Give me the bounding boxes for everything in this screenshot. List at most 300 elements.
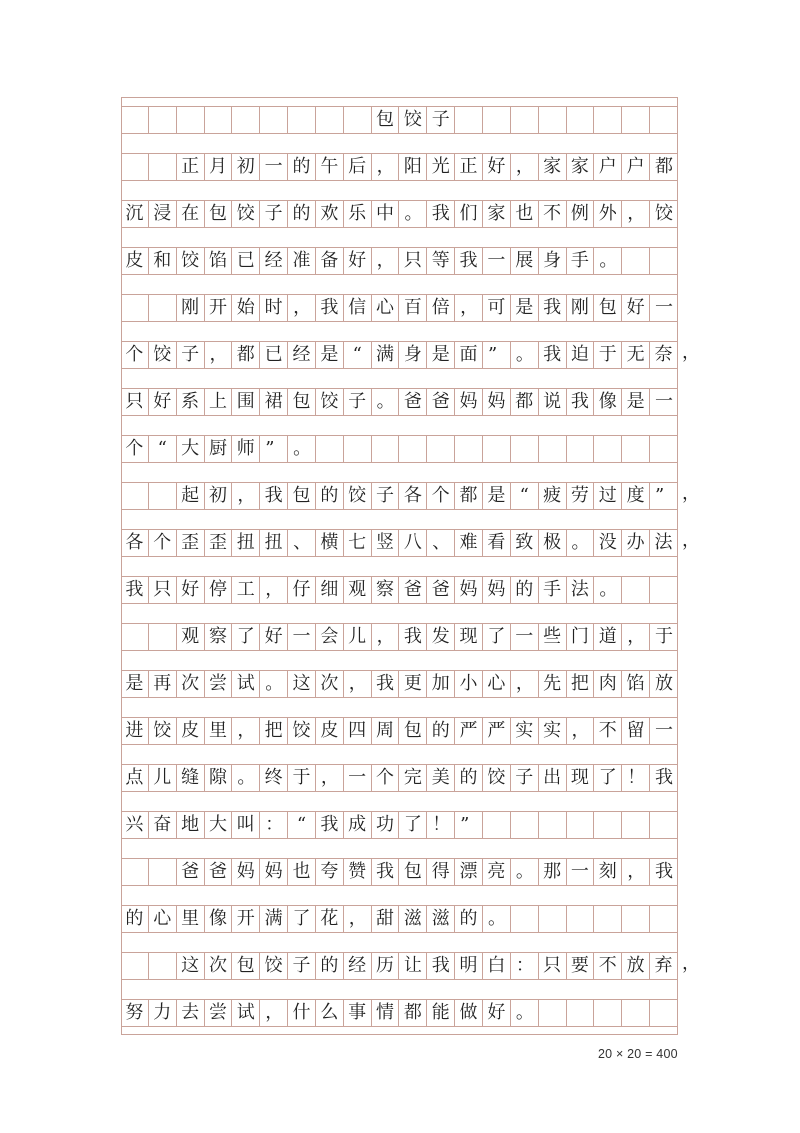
composition-grid-sheet bbox=[121, 97, 700, 1035]
grid-cell: 成 bbox=[344, 812, 372, 838]
grid-cell: 发 bbox=[427, 624, 455, 650]
grid-cell bbox=[650, 107, 678, 133]
grid-cell: 的 bbox=[121, 906, 149, 932]
grid-cell: 疲 bbox=[539, 483, 567, 509]
grid-cell: 横 bbox=[316, 530, 344, 556]
grid-cell: 准 bbox=[288, 248, 316, 274]
grid-cell: ， bbox=[260, 1000, 288, 1026]
grid-cell: 个 bbox=[427, 483, 455, 509]
grid-cell bbox=[622, 577, 650, 603]
grid-cell bbox=[316, 107, 344, 133]
grid-cell bbox=[121, 483, 149, 509]
grid-cell: 让 bbox=[399, 953, 427, 979]
grid-cell: 试 bbox=[232, 1000, 260, 1026]
grid-cell: 我 bbox=[121, 577, 149, 603]
grid-cell bbox=[567, 436, 595, 462]
grid-cell bbox=[622, 812, 650, 838]
grid-cell: 外 bbox=[594, 201, 622, 227]
grid-cell: 了 bbox=[594, 765, 622, 791]
grid-cell: 一 bbox=[288, 624, 316, 650]
grid-cell: 尝 bbox=[205, 671, 233, 697]
grid-cell: 再 bbox=[149, 671, 177, 697]
grid-cell: 的 bbox=[288, 154, 316, 180]
grid-cell: 饺 bbox=[288, 718, 316, 744]
grid-cell: 能 bbox=[427, 1000, 455, 1026]
grid-cell: 月 bbox=[205, 154, 233, 180]
grid-cell: 子 bbox=[344, 389, 372, 415]
grid-cell: 我 bbox=[654, 861, 673, 882]
grid-cell: 等 bbox=[427, 248, 455, 274]
grid-cell: 饺 bbox=[260, 953, 288, 979]
grid-cell: 都 bbox=[511, 389, 539, 415]
grid-cell bbox=[455, 107, 483, 133]
grid-cell: 叫 bbox=[232, 812, 260, 838]
grid-cell: 正 bbox=[177, 154, 205, 180]
grid-cell: 家 bbox=[483, 201, 511, 227]
grid-cell bbox=[567, 812, 595, 838]
text-row bbox=[121, 764, 678, 792]
grid-cell: 已 bbox=[260, 342, 288, 368]
grid-cell: 些 bbox=[539, 624, 567, 650]
grid-cell: 难 bbox=[455, 530, 483, 556]
grid-cell: 的 bbox=[427, 718, 455, 744]
grid-cell: 阳 bbox=[399, 154, 427, 180]
text-row bbox=[121, 999, 678, 1027]
grid-cell: 是 bbox=[622, 389, 650, 415]
grid-cell: 。 bbox=[232, 765, 260, 791]
grid-cell: 心 bbox=[149, 906, 177, 932]
grid-cell: 我 bbox=[399, 624, 427, 650]
grid-cell: 把 bbox=[260, 718, 288, 744]
grid-cell: 都 bbox=[654, 156, 673, 177]
grid-cell bbox=[288, 107, 316, 133]
grid-cell: 妈 bbox=[483, 577, 511, 603]
grid-cell: 法 bbox=[650, 530, 678, 556]
grid-cell bbox=[149, 953, 177, 979]
grid-cell bbox=[149, 295, 177, 321]
grid-cell: 现 bbox=[455, 624, 483, 650]
grid-cell: 开 bbox=[232, 906, 260, 932]
grid-cell: 不 bbox=[594, 718, 622, 744]
grid-cell: 饺 bbox=[177, 248, 205, 274]
grid-cell: 一 bbox=[511, 624, 539, 650]
grid-cell: 滋 bbox=[427, 906, 455, 932]
grid-cell bbox=[149, 107, 177, 133]
grid-cell: ， bbox=[372, 154, 400, 180]
grid-cell: 赞 bbox=[344, 859, 372, 885]
grid-cell: ” bbox=[455, 812, 483, 838]
grid-cell: 厨 bbox=[205, 436, 233, 462]
grid-cell: 八 bbox=[399, 530, 427, 556]
grid-cell: 子 bbox=[427, 107, 455, 133]
grid-cell: 工 bbox=[232, 577, 260, 603]
grid-cell: 身 bbox=[539, 248, 567, 274]
grid-cell: 百 bbox=[399, 295, 427, 321]
grid-cell: 只 bbox=[149, 577, 177, 603]
grid-cell bbox=[511, 436, 539, 462]
grid-cell: 于 bbox=[654, 626, 673, 647]
grid-cell: 一 bbox=[654, 391, 673, 412]
grid-cell: 馅 bbox=[205, 248, 233, 274]
grid-cell: 爸 bbox=[205, 859, 233, 885]
grid-cell: ， bbox=[232, 718, 260, 744]
grid-cell: 的 bbox=[316, 953, 344, 979]
grid-cell: 这 bbox=[288, 671, 316, 697]
grid-cell bbox=[567, 906, 595, 932]
grid-cell: 致 bbox=[511, 530, 539, 556]
grid-cell: 地 bbox=[177, 812, 205, 838]
text-row bbox=[121, 858, 678, 886]
grid-cell: 奈 bbox=[650, 342, 678, 368]
grid-cell: 一 bbox=[567, 859, 595, 885]
grid-cell: 的 bbox=[511, 577, 539, 603]
grid-cell: 周 bbox=[372, 718, 400, 744]
grid-cell bbox=[121, 154, 149, 180]
grid-cell: 正 bbox=[455, 154, 483, 180]
grid-cell bbox=[344, 107, 372, 133]
grid-cell: 皮 bbox=[121, 248, 149, 274]
grid-cell bbox=[622, 906, 650, 932]
grid-cell: 了 bbox=[288, 906, 316, 932]
grid-cell bbox=[511, 906, 539, 932]
grid-cell: 午 bbox=[316, 154, 344, 180]
grid-cell: 面 bbox=[455, 342, 483, 368]
grid-cell bbox=[121, 624, 149, 650]
grid-cell: 进 bbox=[121, 718, 149, 744]
grid-cell: 无 bbox=[622, 342, 650, 368]
grid-cell bbox=[121, 859, 149, 885]
grid-cell bbox=[121, 953, 149, 979]
grid-cell: ， bbox=[344, 906, 372, 932]
grid-cell: 爸 bbox=[427, 577, 455, 603]
grid-cell bbox=[650, 812, 678, 838]
text-row bbox=[121, 952, 700, 980]
grid-cell: 像 bbox=[205, 906, 233, 932]
grid-cell: 明 bbox=[455, 953, 483, 979]
grid-cell: 力 bbox=[149, 1000, 177, 1026]
grid-cell: 我 bbox=[455, 248, 483, 274]
grid-cell: 。 bbox=[399, 201, 427, 227]
grid-cell: 好 bbox=[344, 248, 372, 274]
grid-cell: 迫 bbox=[567, 342, 595, 368]
grid-cell: 刚 bbox=[177, 295, 205, 321]
grid-cell: 都 bbox=[232, 342, 260, 368]
grid-cell: 已 bbox=[232, 248, 260, 274]
grid-cell: ， bbox=[622, 624, 650, 650]
grid-cell: 去 bbox=[177, 1000, 205, 1026]
grid-cell: 观 bbox=[344, 577, 372, 603]
grid-cell: 美 bbox=[427, 765, 455, 791]
grid-cell: 浸 bbox=[149, 201, 177, 227]
grid-cell: 妈 bbox=[455, 577, 483, 603]
grid-cell: ， bbox=[205, 342, 233, 368]
grid-cell: 我 bbox=[539, 295, 567, 321]
grid-cell: 妈 bbox=[260, 859, 288, 885]
grid-cell: ， bbox=[260, 577, 288, 603]
grid-cell: 事 bbox=[344, 1000, 372, 1026]
grid-cell: 严 bbox=[455, 718, 483, 744]
text-row bbox=[121, 341, 700, 369]
grid-cell: 家 bbox=[567, 154, 595, 180]
grid-cell: 里 bbox=[177, 906, 205, 932]
grid-cell: 也 bbox=[288, 859, 316, 885]
grid-cell: 察 bbox=[205, 624, 233, 650]
grid-cell bbox=[650, 248, 678, 274]
grid-cell: 皮 bbox=[177, 718, 205, 744]
grid-cell: 个 bbox=[121, 342, 149, 368]
grid-cell: 后 bbox=[344, 154, 372, 180]
grid-cell: 歪 bbox=[205, 530, 233, 556]
grid-cell: 好 bbox=[260, 624, 288, 650]
grid-cell: ” bbox=[260, 436, 288, 462]
grid-cell: ， bbox=[455, 295, 483, 321]
grid-cell bbox=[567, 1000, 595, 1026]
grid-cell: 子 bbox=[511, 765, 539, 791]
text-row bbox=[121, 529, 700, 557]
grid-cell: 子 bbox=[260, 201, 288, 227]
hanging-punctuation: ， bbox=[682, 483, 700, 504]
grid-cell: 停 bbox=[205, 577, 233, 603]
grid-cell bbox=[483, 436, 511, 462]
grid-cell: 上 bbox=[205, 389, 233, 415]
grid-cell: 极 bbox=[539, 530, 567, 556]
grid-cell: 身 bbox=[399, 342, 427, 368]
grid-cell bbox=[149, 154, 177, 180]
grid-cell: 儿 bbox=[149, 765, 177, 791]
grid-cell: 是 bbox=[511, 295, 539, 321]
grid-cell: 爸 bbox=[399, 389, 427, 415]
grid-cell: 严 bbox=[483, 718, 511, 744]
grid-cell: ， bbox=[344, 671, 372, 697]
grid-cell bbox=[483, 812, 511, 838]
grid-cell: 竖 bbox=[372, 530, 400, 556]
grid-cell bbox=[594, 812, 622, 838]
grid-cell: 饺 bbox=[399, 107, 427, 133]
grid-cell: ， bbox=[372, 624, 400, 650]
grid-cell: 里 bbox=[205, 718, 233, 744]
grid-cell: 都 bbox=[455, 483, 483, 509]
grid-cell: 努 bbox=[121, 1000, 149, 1026]
grid-cell: 刻 bbox=[594, 859, 622, 885]
grid-cell: 细 bbox=[316, 577, 344, 603]
grid-cell: 先 bbox=[539, 671, 567, 697]
grid-cell: 我 bbox=[427, 953, 455, 979]
grid-cell: 。 bbox=[594, 248, 622, 274]
grid-cell: 光 bbox=[427, 154, 455, 180]
grid-cell bbox=[483, 107, 511, 133]
grid-cell: 缝 bbox=[177, 765, 205, 791]
grid-cell: 隙 bbox=[205, 765, 233, 791]
grid-cell: ： bbox=[260, 812, 288, 838]
grid-cell: 只 bbox=[539, 953, 567, 979]
grid-cell bbox=[622, 107, 650, 133]
grid-cell: 七 bbox=[344, 530, 372, 556]
grid-cell: 始 bbox=[232, 295, 260, 321]
grid-cell: 好 bbox=[177, 577, 205, 603]
grid-cell: 劳 bbox=[567, 483, 595, 509]
grid-cell: 好 bbox=[622, 295, 650, 321]
grid-cell: 可 bbox=[483, 295, 511, 321]
grid-cell: 包 bbox=[205, 201, 233, 227]
grid-cell: “ bbox=[344, 342, 372, 368]
grid-cell: 我 bbox=[654, 767, 673, 788]
grid-cell: 是 bbox=[483, 483, 511, 509]
grid-cell: 起 bbox=[177, 483, 205, 509]
grid-cell: 沉 bbox=[121, 201, 149, 227]
grid-cell bbox=[650, 577, 678, 603]
grid-cell: 满 bbox=[372, 342, 400, 368]
grid-cell: 欢 bbox=[316, 201, 344, 227]
grid-cell: 门 bbox=[567, 624, 595, 650]
grid-cell: 。 bbox=[260, 671, 288, 697]
grid-cell bbox=[205, 107, 233, 133]
grid-cell: 初 bbox=[232, 154, 260, 180]
grid-cell: 像 bbox=[594, 389, 622, 415]
grid-cell: 出 bbox=[539, 765, 567, 791]
grid-cell: 满 bbox=[260, 906, 288, 932]
grid-cell: 实 bbox=[539, 718, 567, 744]
grid-cell: 饺 bbox=[344, 483, 372, 509]
grid-cell: 。 bbox=[372, 389, 400, 415]
grid-cell: 师 bbox=[232, 436, 260, 462]
grid-cell: 各 bbox=[399, 483, 427, 509]
grid-cell: 初 bbox=[205, 483, 233, 509]
grid-cell: 饺 bbox=[654, 203, 673, 224]
grid-cell bbox=[539, 812, 567, 838]
grid-cell: 不 bbox=[594, 953, 622, 979]
grid-cell: ” bbox=[650, 483, 678, 509]
grid-cell: 。 bbox=[511, 859, 539, 885]
grid-cell: 经 bbox=[260, 248, 288, 274]
grid-cell bbox=[622, 1000, 650, 1026]
grid-cell: 了 bbox=[232, 624, 260, 650]
grid-cell: 。 bbox=[288, 436, 316, 462]
grid-cell: 备 bbox=[316, 248, 344, 274]
grid-cell: 儿 bbox=[344, 624, 372, 650]
grid-cell bbox=[539, 107, 567, 133]
grid-cell: 放 bbox=[622, 953, 650, 979]
grid-cell: 心 bbox=[483, 671, 511, 697]
grid-cell: 放 bbox=[654, 673, 673, 694]
grid-cell: 大 bbox=[177, 436, 205, 462]
grid-cell: 把 bbox=[567, 671, 595, 697]
grid-cell: 也 bbox=[511, 201, 539, 227]
grid-cell: 包 bbox=[288, 389, 316, 415]
grid-cell: 馅 bbox=[622, 671, 650, 697]
grid-cell: 家 bbox=[539, 154, 567, 180]
grid-cell: 夸 bbox=[316, 859, 344, 885]
grid-cell: ， bbox=[622, 201, 650, 227]
grid-cell: ！ bbox=[427, 812, 455, 838]
grid-cell bbox=[372, 436, 400, 462]
grid-cell bbox=[316, 436, 344, 462]
grid-cell bbox=[121, 295, 149, 321]
grid-cell: 和 bbox=[149, 248, 177, 274]
grid-cell: 例 bbox=[567, 201, 595, 227]
grid-cell: “ bbox=[288, 812, 316, 838]
grid-cell: 个 bbox=[149, 530, 177, 556]
grid-cell: 子 bbox=[177, 342, 205, 368]
grid-cell: 我 bbox=[316, 812, 344, 838]
grid-cell: 漂 bbox=[455, 859, 483, 885]
text-row bbox=[121, 247, 678, 275]
grid-cell: 得 bbox=[427, 859, 455, 885]
grid-cell: ， bbox=[511, 671, 539, 697]
grid-cell: 饺 bbox=[316, 389, 344, 415]
grid-cell: 户 bbox=[594, 154, 622, 180]
grid-cell: 留 bbox=[622, 718, 650, 744]
grid-cell bbox=[149, 859, 177, 885]
grid-cell: 包 bbox=[372, 107, 400, 133]
grid-cell: 的 bbox=[455, 765, 483, 791]
grid-cell bbox=[650, 906, 678, 932]
grid-cell: ！ bbox=[622, 765, 650, 791]
grid-cell: 妈 bbox=[455, 389, 483, 415]
grid-cell: 完 bbox=[399, 765, 427, 791]
hanging-punctuation: ， bbox=[682, 342, 700, 363]
grid-cell: 这 bbox=[177, 953, 205, 979]
grid-cell: ： bbox=[511, 953, 539, 979]
text-row bbox=[121, 294, 678, 322]
grid-cell: 好 bbox=[483, 1000, 511, 1026]
grid-cell: 饺 bbox=[149, 718, 177, 744]
grid-cell: 加 bbox=[427, 671, 455, 697]
grid-cell: 一 bbox=[654, 297, 673, 318]
text-row bbox=[121, 717, 678, 745]
grid-cell: 更 bbox=[399, 671, 427, 697]
grid-cell: 。 bbox=[594, 577, 622, 603]
grid-cell: ” bbox=[483, 342, 511, 368]
grid-cell bbox=[511, 107, 539, 133]
grid-cell: 我 bbox=[372, 859, 400, 885]
hanging-punctuation: ， bbox=[682, 530, 700, 551]
grid-cell: 历 bbox=[372, 953, 400, 979]
grid-cell: 于 bbox=[288, 765, 316, 791]
grid-cell bbox=[344, 436, 372, 462]
grid-cell: 都 bbox=[399, 1000, 427, 1026]
grid-cell: 的 bbox=[288, 201, 316, 227]
grid-cell: 次 bbox=[177, 671, 205, 697]
grid-cell: 花 bbox=[316, 906, 344, 932]
grid-cell: 我 bbox=[427, 201, 455, 227]
grid-cell: 户 bbox=[622, 154, 650, 180]
grid-cell: 爸 bbox=[427, 389, 455, 415]
grid-cell: ， bbox=[511, 154, 539, 180]
grid-cell: ， bbox=[372, 248, 400, 274]
grid-cell: 我 bbox=[372, 671, 400, 697]
grid-cell: 饺 bbox=[483, 765, 511, 791]
grid-cell: 办 bbox=[622, 530, 650, 556]
grid-cell: 弃 bbox=[650, 953, 678, 979]
grid-cell: 仔 bbox=[288, 577, 316, 603]
text-row bbox=[121, 200, 678, 228]
grid-cell bbox=[567, 107, 595, 133]
grid-cell: 只 bbox=[399, 248, 427, 274]
grid-cell: ， bbox=[622, 859, 650, 885]
grid-cell bbox=[622, 436, 650, 462]
grid-cell: 是 bbox=[427, 342, 455, 368]
grid-cell: 各 bbox=[121, 530, 149, 556]
grid-cell: 观 bbox=[177, 624, 205, 650]
grid-cell bbox=[539, 1000, 567, 1026]
grid-cell: 法 bbox=[567, 577, 595, 603]
grid-cell: ， bbox=[316, 765, 344, 791]
grid-cell bbox=[650, 1000, 678, 1026]
grid-cell: 乐 bbox=[344, 201, 372, 227]
grid-cell: 一 bbox=[260, 154, 288, 180]
grid-cell: 、 bbox=[288, 530, 316, 556]
grid-cell: 经 bbox=[344, 953, 372, 979]
